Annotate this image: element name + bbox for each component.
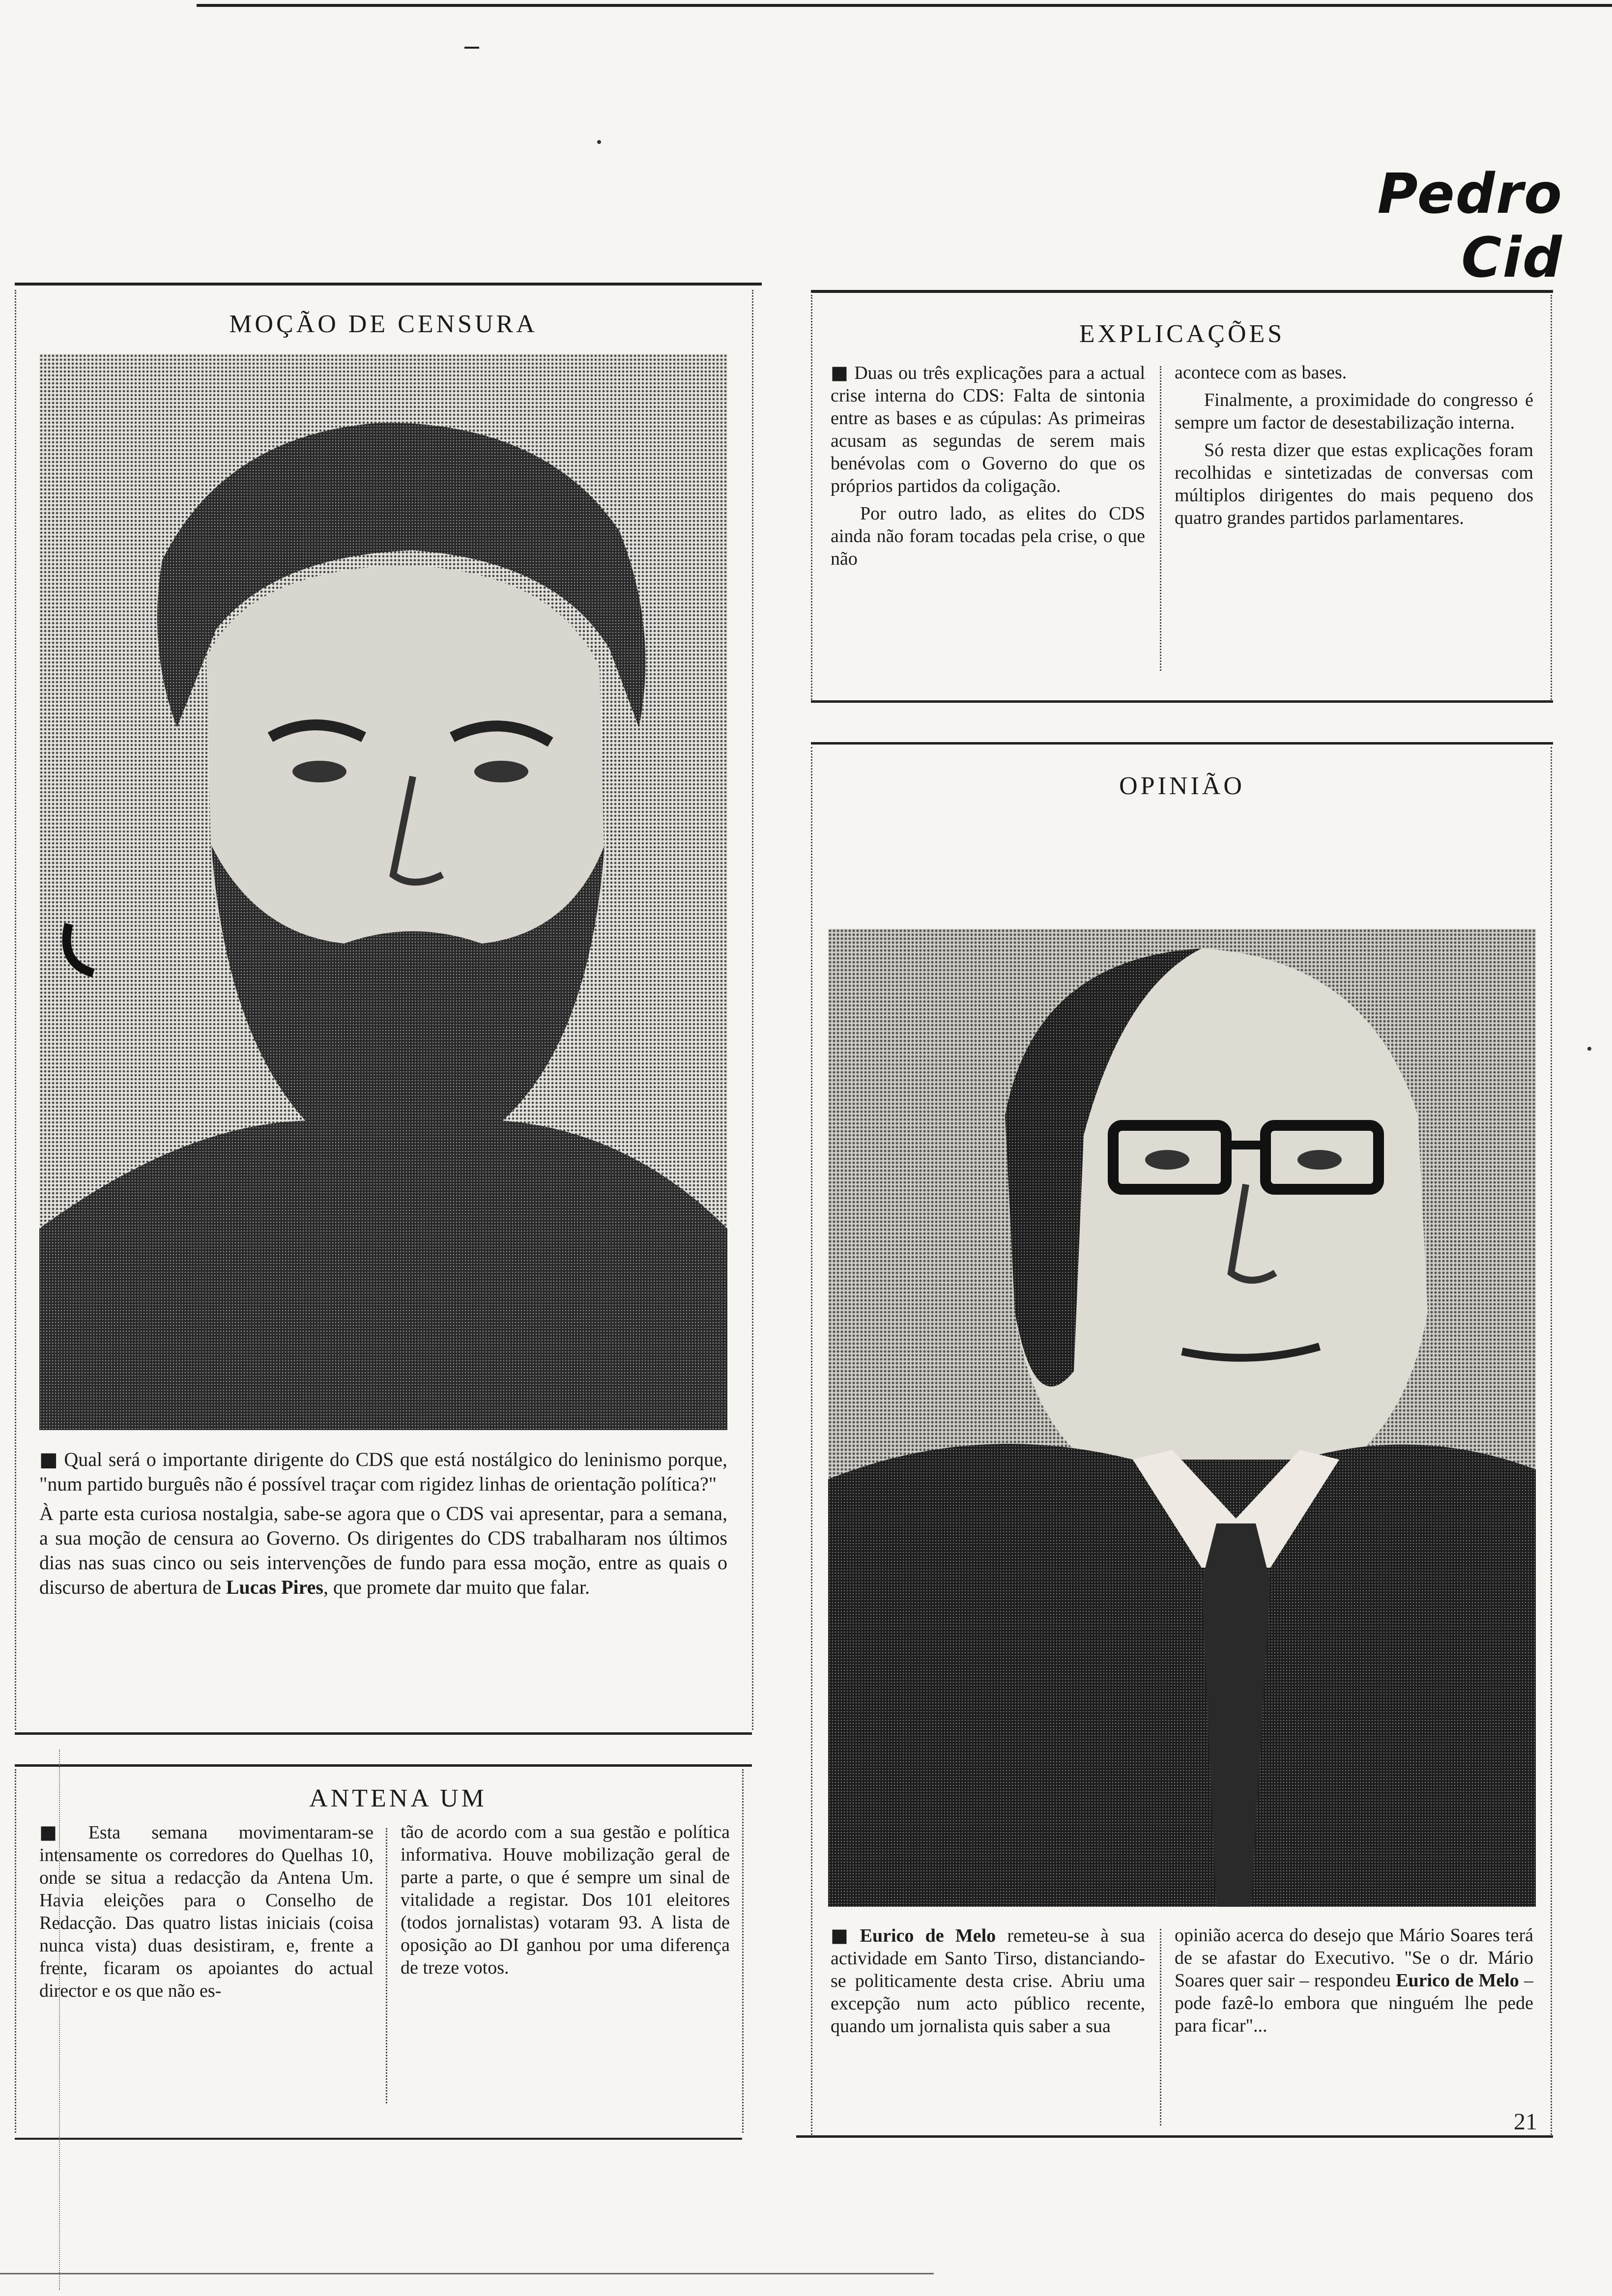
opiniao-column-1: ■ Eurico de Melo remeteu-se à sua actividade em Santo Tirso, distanciando-se politicamente desta crise. Abriu uma excepção num acto público recente, quando um jornalista quis saber a sua — [831, 1924, 1146, 2037]
man-with-glasses-portrait — [828, 929, 1536, 1907]
square-bullet-icon: ■ — [39, 1821, 84, 1843]
square-bullet-icon: ■ — [831, 362, 850, 383]
opiniao-top-rule — [811, 742, 1553, 745]
opiniao-bottom-rule — [796, 2135, 1553, 2138]
scan-speck — [597, 140, 601, 144]
explicacoes-bottom-rule — [811, 700, 1553, 703]
mocao-paragraph-2: À parte esta curiosa nostalgia, sabe-se agora que o CDS vai apresentar, para a semana, a sua moção de censura ao Governo. Os dirigentes do CDS trabalharam nos últimos dias nas suas cinco ou seis intervenções de fundo para essa moção, entre as quais o discurso de abertura de Lucas Pires, que promete dar muito que falar. — [39, 1502, 727, 1598]
opiniao-portrait-photo — [828, 929, 1536, 1907]
explicacoes-title: EXPLICAÇÕES — [1079, 320, 1285, 348]
opiniao-column-2: opinião acerca do desejo que Mário Soares terá de se afastar do Executivo. "Se o dr. Mário Soares quer sair – respondeu Eurico de Melo – pode fazê-lo embora que ninguém lhe pede para ficar"... — [1175, 1925, 1534, 2036]
antena-title: ANTENA UM — [309, 1784, 487, 1812]
explicacoes-column-1: ■ Duas ou três explicações para a actual crise interna do CDS: Falta de sintonia entre as bases e as cúpulas: As primeiras acusam as segundas de serem mais benévolas com o Governo do que os próprios partidos da coligação. Por outro lado, as elites do CDS ainda não foram tocadas pela crise, o que não — [831, 362, 1145, 569]
top-rule — [197, 4, 1612, 7]
antena-column-1: ■ Esta semana movimentaram-se intensamente os corredores do Quelhas 10, onde se situa a redacção da Antena Um. Havia eleições para o Conselho de Redacção. Das quatro listas iniciais (coisa nunca vista) duas desistiram, e, frente a frente, ficaram os apoiantes do actual director e os que não es- — [39, 1821, 374, 2001]
bottom-scan-line — [0, 2273, 934, 2274]
antena-bottom-rule — [15, 2138, 742, 2140]
bearded-man-portrait — [39, 354, 727, 1430]
explicacoes-top-rule — [811, 290, 1553, 293]
antena-left-border — [15, 1769, 16, 2133]
explicacoes-right-border — [1551, 295, 1552, 703]
opiniao-title: OPINIÃO — [1119, 772, 1245, 800]
mocao-portrait-photo — [39, 354, 727, 1430]
opiniao-column-divider — [1160, 1929, 1161, 2125]
scan-speck — [1587, 1047, 1591, 1051]
square-bullet-icon: ■ — [39, 1448, 59, 1471]
antena-top-rule — [15, 1764, 752, 1767]
mocao-title: MOÇÃO DE CENSURA — [229, 310, 538, 338]
opiniao-left-border — [811, 747, 812, 2138]
mocao-right-border — [752, 290, 753, 1730]
page-number: 21 — [1514, 2109, 1537, 2135]
author-name: Pedro Cid — [1377, 162, 1563, 290]
antena-right-border — [742, 1769, 744, 2133]
explicacoes-column-divider — [1160, 366, 1161, 671]
left-scan-edge — [59, 1750, 60, 2290]
mocao-left-border — [15, 290, 16, 1730]
mocao-paragraph-1: ■ Qual será o importante dirigente do CDS que está nostálgico do leninismo porque, "num partido burguês não é possível traçar com rigidez linhas de orientação política?" — [39, 1448, 727, 1495]
mocao-bottom-rule — [15, 1732, 752, 1735]
square-bullet-icon: ■ — [831, 1924, 855, 1946]
mocao-text — [39, 1447, 727, 1605]
antena-column-divider — [386, 1828, 387, 2103]
mocao-top-rule — [15, 283, 762, 286]
opiniao-right-border — [1551, 747, 1552, 2138]
antena-column-2: tão de acordo com a sua gestão e política informativa. Houve mobilização geral de parte a parte, o que é sempre um sinal de vitalidade a registar. Dos 101 eleitores (todos jornalistas) votaram 93. A lista de oposição ao DI ganhou por uma diferença de treze votos. — [401, 1822, 730, 1978]
top-tick — [464, 47, 479, 49]
explicacoes-column-2: acontece com as bases. Finalmente, a proximidade do congresso é sempre um factor de desestabilização interna. Só resta dizer que estas explicações foram recolhidas e sintetizadas de conversas com múltiplos dirigentes do mais pequeno dos quatro grandes partidos parlamentares. — [1175, 362, 1533, 528]
explicacoes-left-border — [811, 295, 812, 703]
